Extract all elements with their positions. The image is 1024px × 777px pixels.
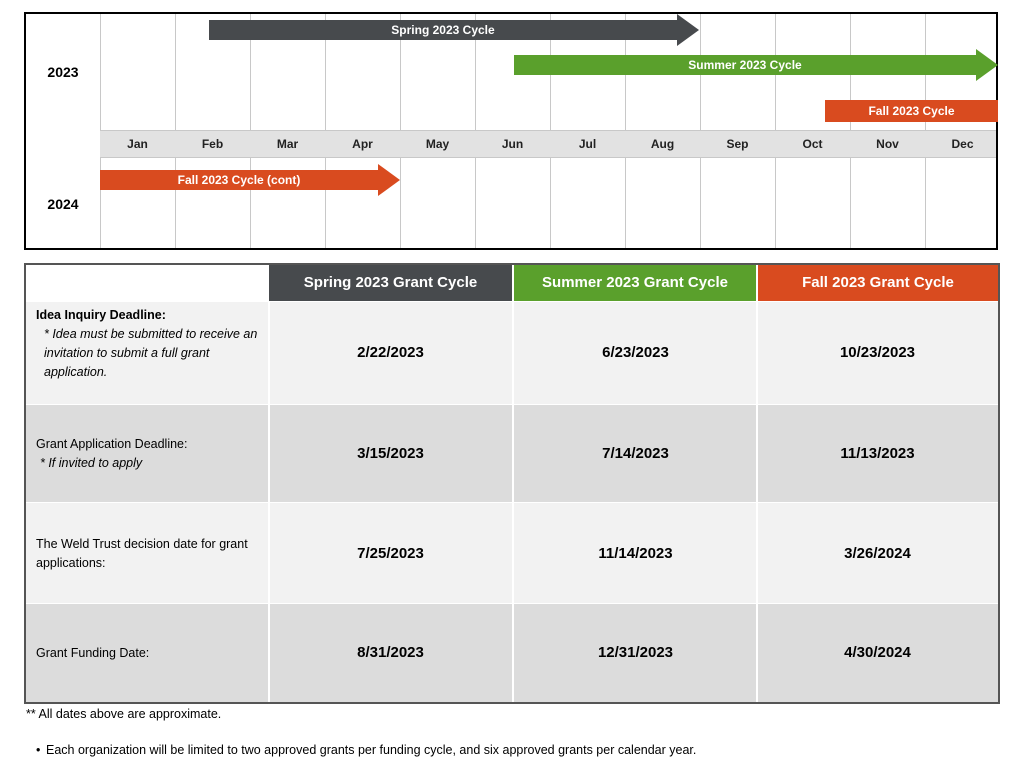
- date-cell: 2/22/2023: [357, 344, 424, 361]
- fall-cycle-cont-arrow: [100, 164, 400, 196]
- month-may: May: [425, 137, 450, 151]
- header-fall: Fall 2023 Grant Cycle: [758, 265, 998, 301]
- date-cell: 12/31/2023: [597, 644, 674, 661]
- header-spring: Spring 2023 Grant Cycle: [269, 265, 512, 301]
- month-jan: Jan: [127, 137, 148, 151]
- row-label-text: Idea Inquiry Deadline:: [36, 308, 166, 322]
- month-feb: Feb: [201, 137, 224, 151]
- month-jul: Jul: [578, 137, 597, 151]
- date-cell: 10/23/2023: [839, 344, 916, 361]
- column-divider: [512, 302, 514, 702]
- row-label: [36, 644, 261, 663]
- month-apr: Apr: [352, 137, 373, 151]
- date-cell: 4/30/2024: [844, 644, 911, 661]
- grant-cycle-table: [24, 263, 1000, 704]
- arrow-head-icon: [677, 14, 699, 46]
- bullet-icon: •: [36, 743, 41, 757]
- year-label-2023: 2023: [47, 64, 79, 80]
- summer-cycle-label: Summer 2023 Cycle: [514, 55, 976, 75]
- grant-limit-text: Each organization will be limited to two approved grants per funding cycle, and six approved grants per calendar year.: [46, 743, 697, 757]
- row-label-text: Grant Funding Date:: [36, 646, 150, 660]
- row-label: [36, 306, 261, 382]
- month-dec: Dec: [951, 137, 974, 151]
- date-cell: 11/13/2023: [840, 445, 915, 462]
- date-cell: 8/31/2023: [357, 644, 424, 661]
- spring-cycle-arrow: [209, 14, 699, 46]
- row-label: [36, 535, 261, 573]
- year-label-2024: 2024: [47, 196, 79, 212]
- month-oct: Oct: [802, 137, 823, 151]
- arrow-head-icon: [976, 49, 998, 81]
- row-label-text: Grant Application Deadline:: [36, 437, 188, 451]
- date-cell: 3/15/2023: [357, 445, 424, 462]
- date-cell: 11/14/2023: [598, 545, 673, 562]
- month-mar: Mar: [276, 137, 299, 151]
- month-band: [100, 130, 996, 158]
- header-summer: Summer 2023 Grant Cycle: [514, 265, 756, 301]
- month-aug: Aug: [650, 137, 675, 151]
- column-divider: [756, 302, 758, 702]
- month-jun: Jun: [501, 137, 524, 151]
- row-note: * Idea must be submitted to receive an invitation to submit a full grant application.: [44, 327, 258, 379]
- column-divider: [268, 302, 270, 702]
- fall-cycle-bar: Fall 2023 Cycle: [825, 100, 998, 122]
- date-cell: 7/14/2023: [602, 445, 669, 462]
- date-cell: 7/25/2023: [357, 545, 424, 562]
- row-label-text: The Weld Trust decision date for grant applications:: [36, 537, 248, 570]
- month-nov: Nov: [876, 137, 899, 151]
- approximate-dates-note: ** All dates above are approximate.: [26, 707, 222, 721]
- date-cell: 6/23/2023: [602, 344, 669, 361]
- spring-cycle-label: Spring 2023 Cycle: [209, 20, 677, 40]
- month-sep: Sep: [726, 137, 749, 151]
- fall-cycle-cont-label: Fall 2023 Cycle (cont): [100, 170, 378, 190]
- arrow-head-icon: [378, 164, 400, 196]
- cycle-timeline: [24, 12, 998, 250]
- grant-limit-note: [36, 743, 696, 757]
- summer-cycle-arrow: [514, 49, 998, 81]
- row-note: * If invited to apply: [40, 456, 143, 470]
- row-label: [36, 435, 261, 473]
- date-cell: 3/26/2024: [844, 545, 911, 562]
